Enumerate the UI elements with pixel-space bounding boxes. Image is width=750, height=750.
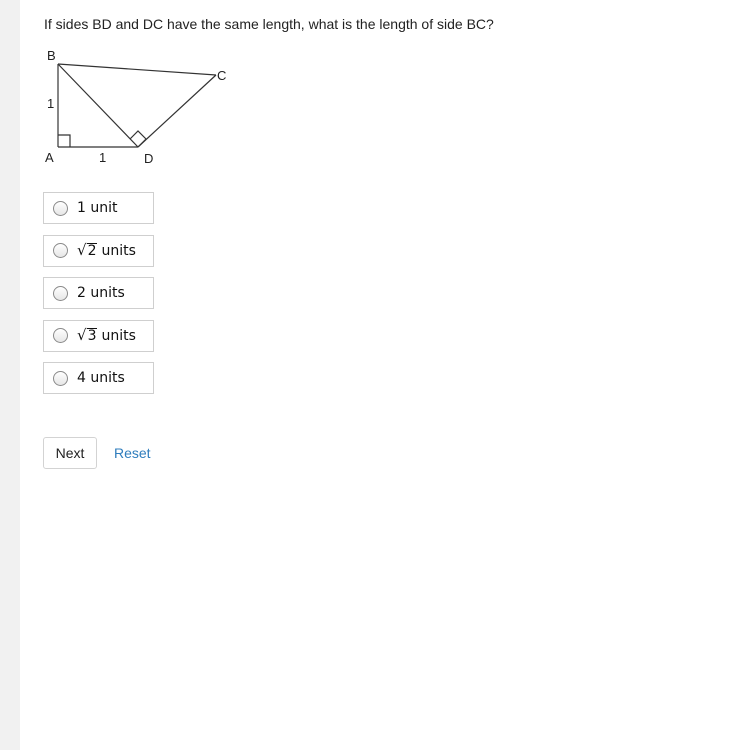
reset-link[interactable]: Reset	[114, 445, 151, 461]
radio-button[interactable]	[53, 201, 68, 216]
left-gutter	[0, 0, 20, 750]
vertex-label-a: A	[45, 150, 54, 165]
choice-label: 2 units	[77, 285, 125, 301]
triangle-figure	[30, 40, 250, 180]
side-label-ad: 1	[99, 150, 107, 165]
choice-1-unit[interactable]	[43, 192, 154, 224]
choice-label: 1 unit	[77, 200, 118, 216]
vertex-label-c: C	[217, 68, 227, 83]
choice-2-units[interactable]	[43, 277, 154, 309]
radio-button[interactable]	[53, 328, 68, 343]
radio-button[interactable]	[53, 243, 68, 258]
radio-button[interactable]	[53, 371, 68, 386]
segment-dc	[138, 75, 216, 147]
square-root	[77, 243, 97, 259]
radicand: 3	[87, 327, 97, 344]
choice-unit-text: units	[101, 327, 136, 344]
segment-bc	[58, 64, 216, 75]
choice-unit-text: units	[101, 242, 136, 259]
side-label-ab: 1	[47, 96, 55, 111]
right-angle-mark-d	[130, 131, 146, 147]
sqrt-icon: √	[77, 326, 87, 345]
vertex-label-b: B	[47, 48, 56, 63]
choice-sqrt3-units[interactable]	[43, 320, 154, 352]
square-root	[77, 328, 97, 344]
question-text: If sides BD and DC have the same length, what is the length of side BC?	[44, 16, 494, 32]
choice-4-units[interactable]	[43, 362, 154, 394]
right-angle-mark-a	[58, 135, 70, 147]
choice-label	[77, 243, 136, 259]
answer-choices	[43, 192, 154, 405]
radicand: 2	[87, 242, 97, 259]
choice-label	[77, 328, 136, 344]
radio-button[interactable]	[53, 286, 68, 301]
choice-sqrt2-units[interactable]	[43, 235, 154, 267]
triangle-diagram	[30, 40, 250, 180]
sqrt-icon: √	[77, 241, 87, 260]
choice-label: 4 units	[77, 370, 125, 386]
vertex-label-d: D	[144, 151, 154, 166]
next-button[interactable]: Next	[43, 437, 97, 469]
